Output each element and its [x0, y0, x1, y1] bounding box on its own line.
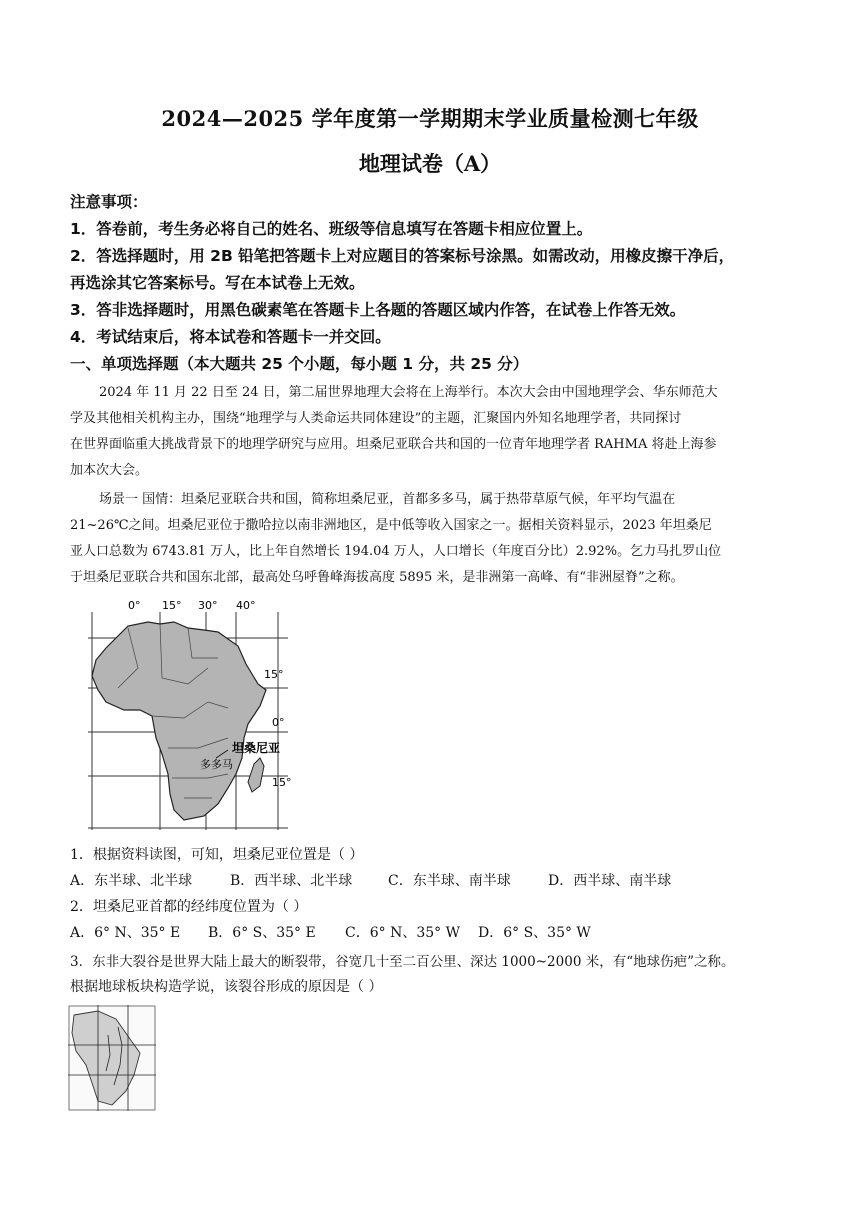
- lon-label-0: 0°: [128, 599, 141, 612]
- question-3-stem-cont: 根据地球板块构造学说，该裂谷形成的原因是（ ）: [70, 979, 383, 995]
- q1-option-c[interactable]: C．东半球、南半球: [388, 873, 511, 889]
- notice-item-1: 1．答卷前，考生务必将自己的姓名、班级等信息填写在答题卡相应位置上。: [70, 220, 593, 238]
- notice-item-2: 2．答选择题时，用 2B 铅笔把答题卡上对应题目的答案标号涂黑。如需改动，用橡皮擦干净后，: [70, 247, 735, 265]
- madagascar: [248, 758, 264, 792]
- exam-subtitle: 地理试卷（A）: [358, 151, 502, 176]
- dodoma-label: 多多马: [200, 758, 233, 771]
- notice-item-4: 4．考试结束后，将本试卷和答题卡一并交回。: [70, 328, 391, 346]
- scene-line-3: 亚人口总数为 6743.81 万人，比上年自然增长 194.04 万人，人口增长（年度百分比）2.92%。乞力马扎罗山位: [70, 544, 722, 559]
- scene-line-4: 于坦桑尼亚联合共和国东北部，最高处乌呼鲁峰海拔高度 5895 米，是非洲第一高峰、有“非洲屋脊”之称。: [70, 570, 684, 585]
- section-heading: 一、单项选择题（本大题共 25 个小题，每小题 1 分，共 25 分）: [70, 355, 529, 373]
- q1-option-a[interactable]: A．东半球、北半球: [70, 873, 193, 889]
- notice-heading: 注意事项：: [70, 193, 148, 211]
- q1-option-d[interactable]: D．西半球、南半球: [548, 873, 672, 889]
- lat-label-0: 0°: [272, 716, 285, 729]
- exam-title: 2024—2025 学年度第一学期期末学业质量检测七年级: [161, 106, 699, 131]
- notice-item-3: 3．答非选择题时，用黑色碳素笔在答题卡上各题的答题区域内作答，在试卷上作答无效。: [70, 301, 686, 319]
- intro-line-3: 在世界面临重大挑战背景下的地理学研究与应用。坦桑尼亚联合共和国的一位青年地理学者 RAHMA 将赴上海参: [70, 437, 717, 452]
- q1-option-b[interactable]: B．西半球、北半球: [230, 873, 353, 889]
- lat-label-15n: 15°: [264, 668, 284, 681]
- intro-line-2: 学及其他相关机构主办，围绕“地理学与人类命运共同体建设”的主题，汇聚国内外知名地理学者，共同探讨: [70, 411, 682, 426]
- africa-map: [88, 598, 292, 834]
- scene-line-2: 21~26℃之间。坦桑尼亚位于撒哈拉以南非洲地区，是中低等收入国家之一。据相关资料显示，2023 年坦桑尼: [70, 518, 712, 533]
- notice-item-2-cont: 再选涂其它答案标号。写在本试卷上无效。: [70, 274, 365, 292]
- tanzania-label: 坦桑尼亚: [232, 741, 281, 755]
- lon-label-40: 40°: [236, 599, 256, 612]
- lon-label-30: 30°: [198, 599, 218, 612]
- q2-option-c[interactable]: C．6° N、35° W: [345, 925, 460, 941]
- lat-label-15s: 15°: [272, 776, 292, 789]
- question-2-stem: 2．坦桑尼亚首都的经纬度位置为（ ）: [70, 899, 308, 915]
- intro-line-4: 加本次大会。: [70, 463, 149, 478]
- lon-label-15: 15°: [162, 599, 182, 612]
- question-3-stem: 3．东非大裂谷是世界大陆上最大的断裂带，谷宽几十至二百公里、深达 1000~2000 米，有“地球伤疤”之称。: [70, 954, 735, 970]
- q2-option-b[interactable]: B．6° S、35° E: [208, 925, 316, 941]
- africa-continent: [92, 622, 266, 820]
- question-1-stem: 1．根据资料读图，可知，坦桑尼亚位置是（ ）: [70, 847, 364, 863]
- rift-valley-map: [68, 1005, 156, 1111]
- q2-option-a[interactable]: A．6° N、35° E: [70, 925, 181, 941]
- q2-option-d[interactable]: D．6° S、35° W: [478, 925, 591, 941]
- intro-line-1: 2024 年 11 月 22 日至 24 日，第二届世界地理大会将在上海举行。本次大会由中国地理学会、华东师范大: [99, 385, 718, 400]
- scene-line-1: 场景一 国情：坦桑尼亚联合共和国，简称坦桑尼亚，首都多多马，属于热带草原气候，年平均气温在: [99, 492, 676, 507]
